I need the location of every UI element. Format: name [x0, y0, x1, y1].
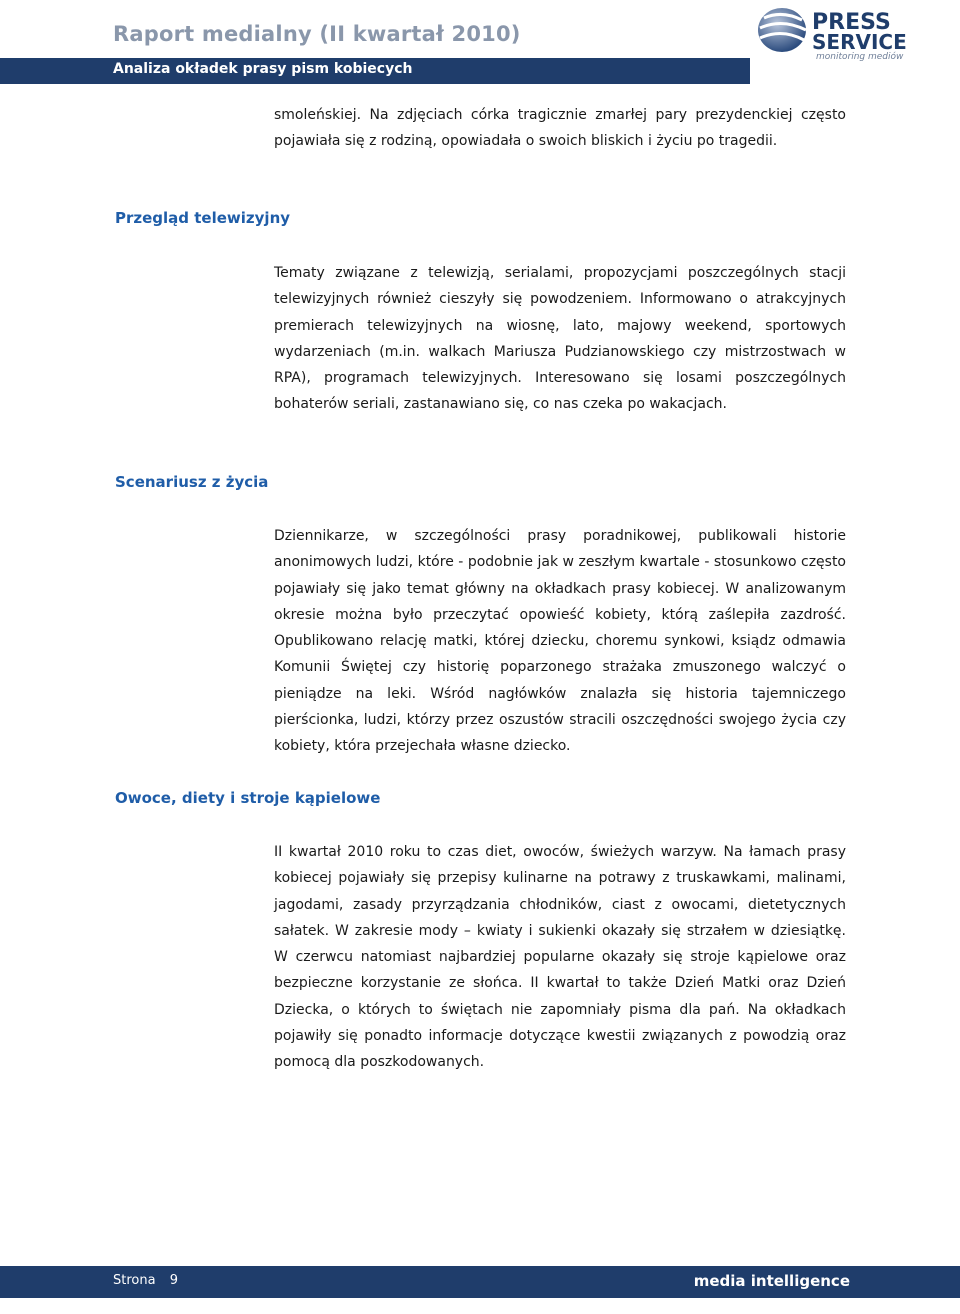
section-text-tv: Tematy związane z telewizją, serialami, propozycjami poszczególnych stacji telewizyjnych również cieszyły się powodzeniem. Informowano o atrakcyjnych premierach telewizyjnych na wiosnę, lato, majowy weekend, sportowych wydarzeniach (m.in. walkach Mariusza Pudzianowskiego czy mistrzostwach w RPA), programach telewizyjnych. Interesowano się losami poszczególnych bohaterów seriali, zastanawiano się, co nas czeka po wakacjach.	[274, 265, 846, 413]
press-service-logo	[752, 4, 952, 62]
header-bar	[0, 58, 750, 84]
page-indicator	[113, 1273, 188, 1288]
page-number: 9	[169, 1273, 178, 1288]
intro-paragraph: smoleńskiej. Na zdjęciach córka tragicznie zmarłej pary prezydenckiej często pojawiała się z rodziną, opowiadała o swoich bliskich i życiu po tragedii.	[274, 107, 846, 150]
section-heading-fruit: Owoce, diety i stroje kąpielowe	[115, 789, 381, 807]
page-label: Strona	[113, 1273, 156, 1288]
footer-bar	[0, 1266, 960, 1298]
section-text-fruit: II kwartał 2010 roku to czas diet, owoców, świeżych warzyw. Na łamach prasy kobiecej pojawiały się przepisy kulinarne na potrawy z truskawkami, malinami, jagodami, zasady przyrządzania chłodników, ciast z owocami, dietetycznych sałatek. W zakresie mody – kwiaty i sukienki okazały się strzałem w dziesiątkę. W czerwcu natomiast najbardziej popularne okazały się stroje kąpielowe oraz bezpieczne korzystanie ze słońca. II kwartał to także Dzień Matki oraz Dzień Dziecka, o których to świętach nie zapomniały pisma dla pań. Na okładkach pojawiły się ponadto informacje dotyczące kwestii związanych z powodzią oraz pomocą dla poszkodowanych.	[274, 844, 846, 1071]
logo-line1: PRESS	[812, 10, 891, 35]
report-title: Raport medialny (II kwartał 2010)	[113, 22, 521, 46]
logo-tagline: monitoring mediów	[816, 52, 904, 62]
section-heading-tv: Przegląd telewizyjny	[115, 209, 291, 227]
footer-brand: media intelligence	[693, 1272, 850, 1290]
section-heading-life: Scenariusz z życia	[115, 473, 269, 491]
logo-line2: SERVICE	[812, 30, 907, 54]
section-text-life: Dziennikarze, w szczególności prasy poradnikowej, publikowali historie anonimowych ludzi, które - podobnie jak w zeszłym kwartale - stosunkowo często pojawiały się jako temat główny na okładkach prasy kobiecej. W analizowanym okresie można było przeczytać opowieść kobiety, którą zaślepiła zazdrość. Opublikowano relację matki, której dziecku, choremu synkowi, ksiądz odmawia Komunii Świętej czy historię poparzonego strażaka zmuszonego walczyć o pieniądze na leki. Wśród nagłówków znalazła się historia tajemniczego pierścionka, ludzi, którzy przez oszustów stracili oszczędności swojego życia czy kobiety, która przejechała własne dziecko.	[274, 528, 846, 755]
report-subtitle: Analiza okładek prasy pism kobiecych	[113, 61, 413, 77]
